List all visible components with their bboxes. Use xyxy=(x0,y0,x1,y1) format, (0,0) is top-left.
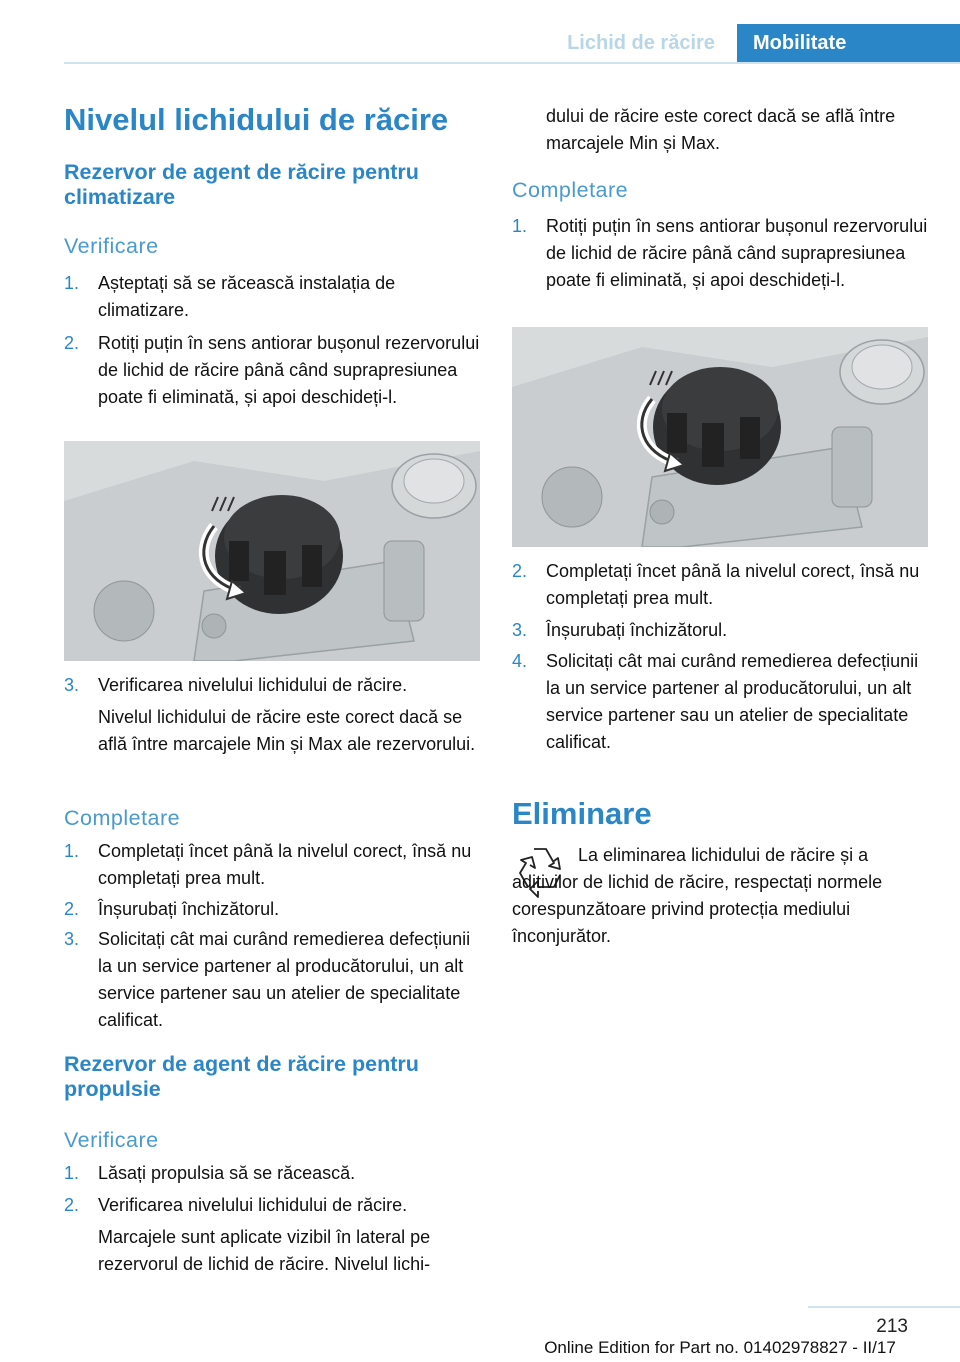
coolant-cap-photo-2 xyxy=(512,327,928,547)
list-number: 2. xyxy=(64,899,80,919)
list-item xyxy=(64,1192,480,1219)
list-item xyxy=(512,648,928,756)
list-item xyxy=(64,330,480,411)
list-item xyxy=(64,896,480,923)
list-number: 3. xyxy=(512,620,528,640)
list-text: Rotiți puțin în sens antiorar bușonul rezervorului de lichid de răcire până când suprapresiunea poate fi eliminată, și apoi deschideți-l. xyxy=(98,333,480,407)
edition-footer: Online Edition for Part no. 01402978827 - II/17 xyxy=(544,1338,896,1357)
list-number: 1. xyxy=(64,1163,80,1183)
list-item xyxy=(512,617,928,644)
disposal-text-content: La eliminarea lichidului de răcire și a aditivilor de lichid de răcire, respectați normele corespunzătoare privind protecția mediului înconjurător. xyxy=(512,845,883,946)
header-chapter: Lichid de răcire xyxy=(567,31,715,54)
page-title: Nivelul lichidului de răcire xyxy=(64,102,449,137)
list-item xyxy=(512,558,928,612)
header-divider xyxy=(64,62,960,64)
drive-check-heading: Verificare xyxy=(64,1128,159,1152)
list-text: Așteptați să se răcească instalația de climatizare. xyxy=(98,273,396,320)
list-number: 1. xyxy=(512,216,528,236)
fill-heading: Completare xyxy=(512,178,629,202)
list-text: Solicitați cât mai curând remedierea defecțiunii la un service partener al producătorului, un alt service partener sau un atelier de specialitate calificat. xyxy=(546,651,919,752)
list-item xyxy=(64,926,480,1034)
list-text: Verificarea nivelului lichidului de răcire. xyxy=(98,1195,408,1215)
ac-check-heading: Verificare xyxy=(64,234,159,258)
coolant-cap-photo xyxy=(64,441,480,661)
list-text: Lăsați propulsia să se răcească. xyxy=(98,1163,356,1183)
list-number: 2. xyxy=(64,333,80,353)
list-item xyxy=(64,838,480,892)
list-number: 2. xyxy=(64,1195,80,1215)
list-text: Verificarea nivelului lichidului de răcire. xyxy=(98,675,408,695)
drive-reservoir-heading: Rezervor de agent de răcire pentru propulsie xyxy=(64,1052,419,1101)
ac-reservoir-heading: Rezervor de agent de răcire pentru climatizare xyxy=(64,160,419,209)
list-number: 1. xyxy=(64,841,80,861)
list-number: 2. xyxy=(512,561,528,581)
ac-check-note: Nivelul lichidului de răcire este corect dacă se află între marcajele Min și Max ale rezervorului. xyxy=(98,707,476,754)
footer-divider xyxy=(808,1306,960,1308)
page-number: 213 xyxy=(876,1316,908,1337)
ac-fill-heading: Completare xyxy=(64,806,181,830)
list-text: Completați încet până la nivelul corect, însă nu completați prea mult. xyxy=(546,561,920,608)
list-item xyxy=(64,1160,480,1187)
list-text: Completați încet până la nivelul corect, însă nu completați prea mult. xyxy=(98,841,472,888)
list-text: Înșurubați închizătorul. xyxy=(546,620,728,640)
coolant-cap-illustration xyxy=(64,441,480,661)
list-text: Înșurubați închizătorul. xyxy=(98,899,280,919)
list-item xyxy=(64,672,480,699)
list-text: Rotiți puțin în sens antiorar bușonul rezervorului de lichid de răcire până când suprapresiunea poate fi eliminată, și apoi deschideți-l. xyxy=(546,216,928,290)
disposal-heading: Eliminare xyxy=(512,796,652,831)
list-number: 1. xyxy=(64,273,80,293)
continued-text: dului de răcire este corect dacă se află între marcajele Min și Max. xyxy=(546,106,896,153)
list-item xyxy=(64,270,480,324)
list-number: 3. xyxy=(64,675,80,695)
header-section-tab: Mobilitate xyxy=(737,24,960,62)
coolant-cap-illustration xyxy=(512,327,928,547)
list-number: 3. xyxy=(64,929,80,949)
list-text: Solicitați cât mai curând remedierea defecțiunii la un service partener al producătorului, un alt service partener sau un atelier de specialitate calificat. xyxy=(98,929,471,1030)
drive-check-note: Marcajele sunt aplicate vizibil în lateral pe rezervorul de lichid de răcire. Nivelul lichi- xyxy=(98,1227,431,1274)
list-item xyxy=(512,213,928,294)
disposal-text xyxy=(512,842,928,950)
list-number: 4. xyxy=(512,651,528,671)
